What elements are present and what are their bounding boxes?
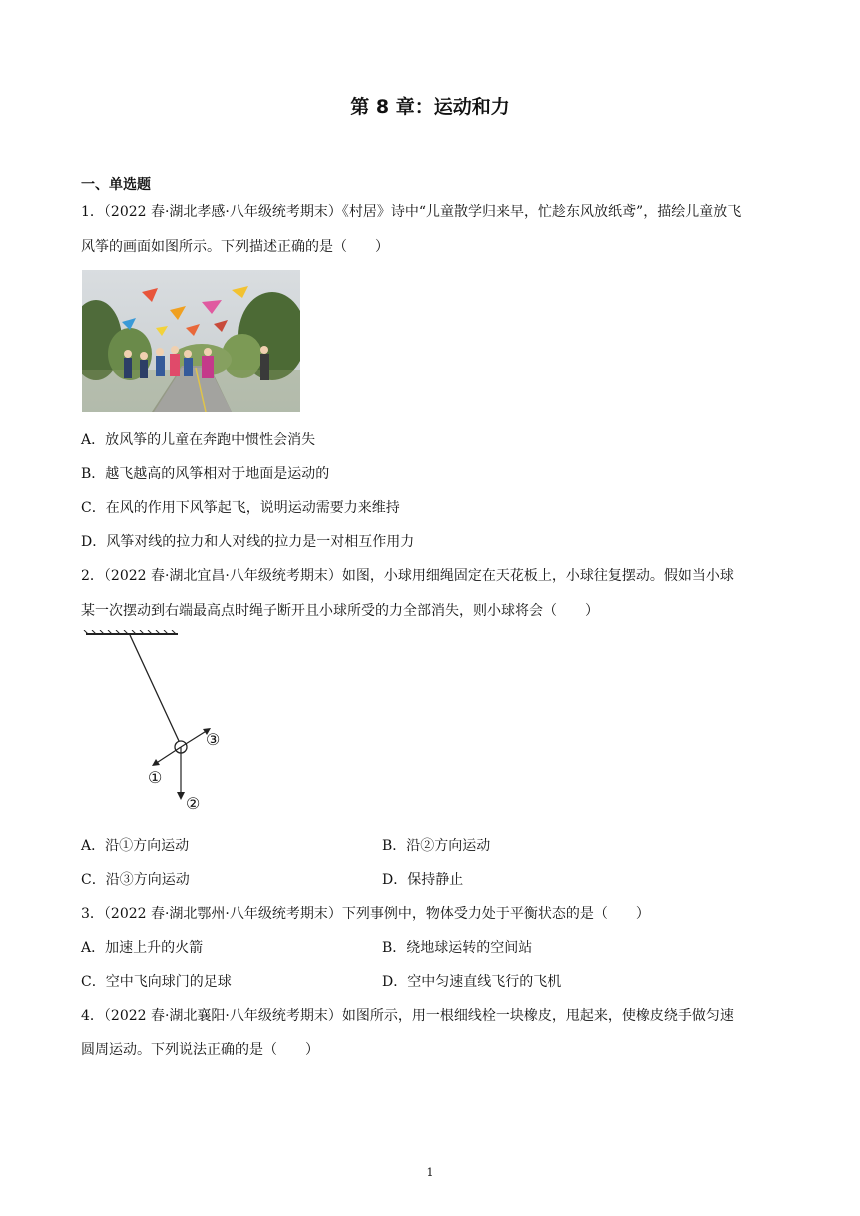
q3-option-c: C．空中飞向球门的足球 <box>81 974 232 990</box>
q3-stem-line1: 3．（2022 春·湖北鄂州·八年级统考期末）下列事例中，物体受力处于平衡状态的是（ ） <box>81 906 650 922</box>
arrow-label-2: ② <box>186 794 201 813</box>
arrow-label-3: ③ <box>206 730 221 749</box>
q4-stem-line2: 圆周运动。下列说法正确的是（ ） <box>81 1042 319 1058</box>
q1-stem-line2: 风筝的画面如图所示。下列描述正确的是（ ） <box>81 239 389 255</box>
section-title: 一、单选题 <box>81 177 151 193</box>
kite-flying-photo <box>82 270 300 412</box>
q1-option-c: C．在风的作用下风筝起飞，说明运动需要力来维持 <box>81 500 400 516</box>
q4-stem-line1: 4．（2022 春·湖北襄阳·八年级统考期末）如图所示，用一根细线栓一块橡皮，甩起来，使橡皮绕手做匀速 <box>81 1008 734 1024</box>
arrow-label-1: ① <box>148 768 163 787</box>
q2-option-b: B．沿②方向运动 <box>382 838 491 854</box>
page-title: 第 8 章：运动和力 <box>350 96 510 118</box>
q1-option-a: A．放风筝的儿童在奔跑中惯性会消失 <box>81 432 316 448</box>
q3-option-a: A．加速上升的火箭 <box>81 940 204 956</box>
q1-stem-line1: 1．（2022 春·湖北孝感·八年级统考期末）《村居》诗中“儿童散学归来早，忙趁东风放纸鸢”，描绘儿童放飞 <box>81 204 742 220</box>
q1-option-b: B．越飞越高的风筝相对于地面是运动的 <box>81 466 330 482</box>
q2-stem-line2: 某一次摆动到右端最高点时绳子断开且小球所受的力全部消失，则小球将会（ ） <box>81 603 599 619</box>
q2-option-a: A．沿①方向运动 <box>81 838 190 854</box>
q2-stem-line1: 2．（2022 春·湖北宜昌·八年级统考期末）如图，小球用细绳固定在天花板上，小球往复摆动。假如当小球 <box>81 568 734 584</box>
q2-option-c: C．沿③方向运动 <box>81 872 190 888</box>
page-number: 1 <box>426 1166 434 1179</box>
pendulum-diagram <box>82 630 242 820</box>
q2-option-d: D．保持静止 <box>382 872 464 888</box>
q3-option-b: B．绕地球运转的空间站 <box>382 940 533 956</box>
q3-option-d: D．空中匀速直线飞行的飞机 <box>382 974 562 990</box>
q1-option-d: D．风筝对线的拉力和人对线的拉力是一对相互作用力 <box>81 534 415 550</box>
